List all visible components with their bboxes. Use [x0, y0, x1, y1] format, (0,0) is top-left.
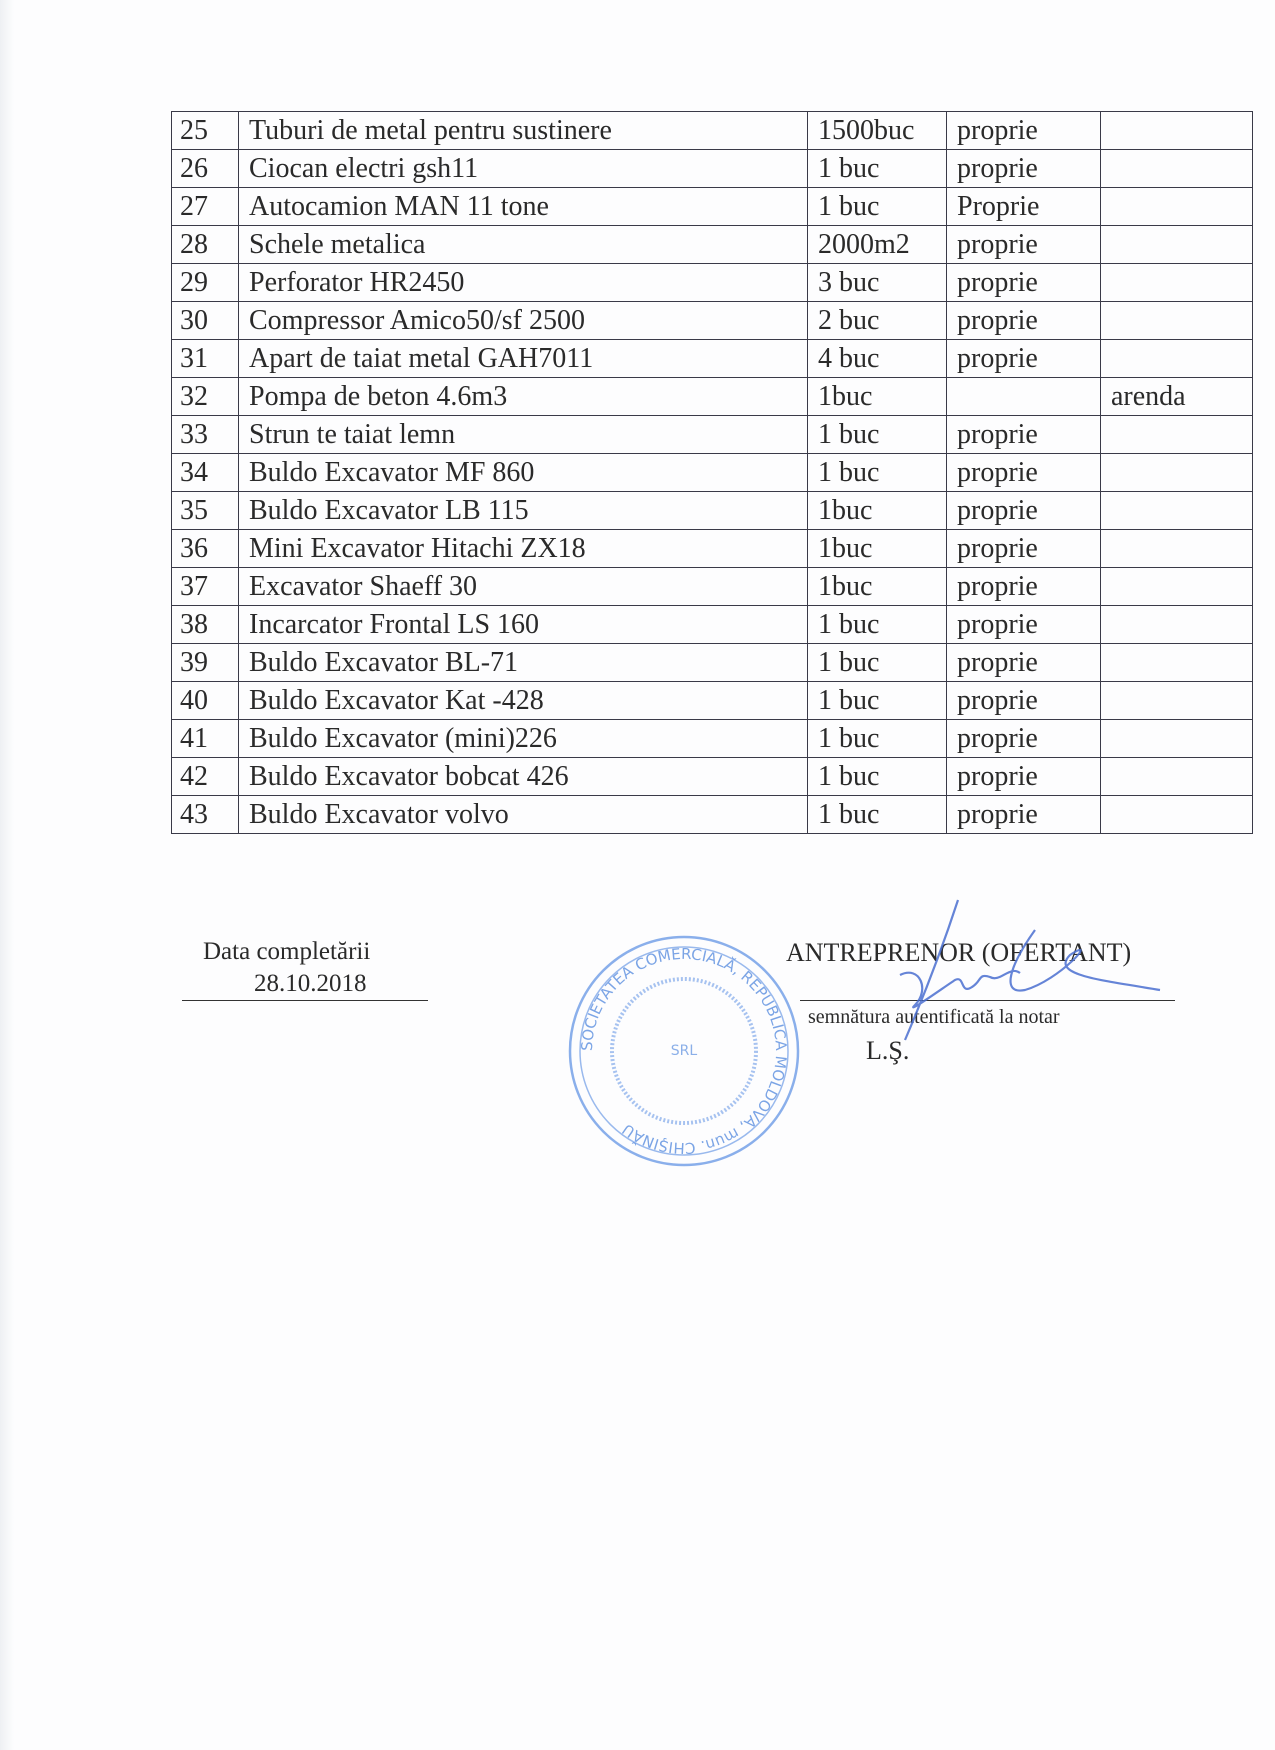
ownership-own: proprie: [947, 226, 1101, 264]
row-number: 40: [172, 682, 239, 720]
ownership-own: [947, 378, 1101, 416]
row-number: 35: [172, 492, 239, 530]
table-row: [172, 758, 1253, 796]
quantity: 1 buc: [808, 682, 947, 720]
row-number: 34: [172, 454, 239, 492]
ownership-own: proprie: [947, 264, 1101, 302]
quantity: 1500buc: [808, 112, 947, 150]
table-row: [172, 112, 1253, 150]
ownership-own: proprie: [947, 530, 1101, 568]
ownership-own: proprie: [947, 150, 1101, 188]
ownership-rent: [1101, 150, 1253, 188]
quantity: 1 buc: [808, 796, 947, 834]
ownership-own: proprie: [947, 796, 1101, 834]
ownership-own: proprie: [947, 682, 1101, 720]
equipment-name: Buldo Excavator BL-71: [239, 644, 808, 682]
row-number: 26: [172, 150, 239, 188]
ownership-rent: [1101, 340, 1253, 378]
equipment-name: Autocamion MAN 11 tone: [239, 188, 808, 226]
ownership-rent: [1101, 568, 1253, 606]
row-number: 30: [172, 302, 239, 340]
date-underline: [182, 1000, 428, 1001]
table-row: [172, 416, 1253, 454]
table-row: [172, 150, 1253, 188]
quantity: 1 buc: [808, 606, 947, 644]
quantity: 1buc: [808, 530, 947, 568]
seal-mark: L.Ş.: [866, 1036, 910, 1065]
quantity: 2000m2: [808, 226, 947, 264]
row-number: 38: [172, 606, 239, 644]
quantity: 1 buc: [808, 644, 947, 682]
ownership-own: proprie: [947, 454, 1101, 492]
date-value: 28.10.2018: [254, 970, 367, 997]
row-number: 27: [172, 188, 239, 226]
equipment-name: Pompa de beton 4.6m3: [239, 378, 808, 416]
quantity: 3 buc: [808, 264, 947, 302]
quantity: 1 buc: [808, 758, 947, 796]
equipment-name: Schele metalica: [239, 226, 808, 264]
ownership-rent: [1101, 112, 1253, 150]
equipment-name: Mini Excavator Hitachi ZX18: [239, 530, 808, 568]
ownership-own: proprie: [947, 644, 1101, 682]
table-row: [172, 492, 1253, 530]
equipment-name: Strun te taiat lemn: [239, 416, 808, 454]
ownership-own: Proprie: [947, 188, 1101, 226]
ownership-own: proprie: [947, 720, 1101, 758]
quantity: 1buc: [808, 492, 947, 530]
row-number: 41: [172, 720, 239, 758]
equipment-name: Tuburi de metal pentru sustinere: [239, 112, 808, 150]
company-stamp: [566, 933, 802, 1169]
row-number: 42: [172, 758, 239, 796]
table-row: [172, 264, 1253, 302]
ownership-rent: [1101, 264, 1253, 302]
equipment-name: Buldo Excavator bobcat 426: [239, 758, 808, 796]
ownership-own: proprie: [947, 112, 1101, 150]
equipment-name: Incarcator Frontal LS 160: [239, 606, 808, 644]
row-number: 29: [172, 264, 239, 302]
table-row: [172, 530, 1253, 568]
row-number: 43: [172, 796, 239, 834]
row-number: 28: [172, 226, 239, 264]
svg-text:SOCIETATEA COMERCIALĂ, REPUBLI: SOCIETATEA COMERCIALĂ, REPUBLICA MOLDOVA, mun. CHIŞINĂU: [577, 944, 791, 1158]
equipment-name: Buldo Excavator Kat -428: [239, 682, 808, 720]
row-number: 37: [172, 568, 239, 606]
contractor-label: ANTREPRENOR (OFERTANT): [786, 938, 1132, 967]
quantity: 4 buc: [808, 340, 947, 378]
ownership-rent: [1101, 530, 1253, 568]
table-row: [172, 796, 1253, 834]
table-row: [172, 226, 1253, 264]
quantity: 2 buc: [808, 302, 947, 340]
equipment-name: Perforator HR2450: [239, 264, 808, 302]
quantity: 1 buc: [808, 188, 947, 226]
quantity: 1 buc: [808, 416, 947, 454]
equipment-name: Ciocan electri gsh11: [239, 150, 808, 188]
scan-edge-shadow: [0, 0, 14, 1750]
ownership-own: proprie: [947, 302, 1101, 340]
ownership-rent: [1101, 796, 1253, 834]
ownership-rent: [1101, 302, 1253, 340]
ownership-rent: [1101, 188, 1253, 226]
row-number: 32: [172, 378, 239, 416]
row-number: 36: [172, 530, 239, 568]
ownership-rent: [1101, 644, 1253, 682]
ownership-own: proprie: [947, 492, 1101, 530]
table-row: [172, 454, 1253, 492]
equipment-name: Buldo Excavator MF 860: [239, 454, 808, 492]
ownership-rent: arenda: [1101, 378, 1253, 416]
row-number: 39: [172, 644, 239, 682]
equipment-table: [171, 111, 1253, 834]
ownership-own: proprie: [947, 416, 1101, 454]
equipment-name: Apart de taiat metal GAH7011: [239, 340, 808, 378]
ownership-rent: [1101, 226, 1253, 264]
ownership-rent: [1101, 682, 1253, 720]
ownership-rent: [1101, 720, 1253, 758]
date-label: Data completării: [203, 938, 371, 965]
table-row: [172, 606, 1253, 644]
table-row: [172, 720, 1253, 758]
ownership-own: proprie: [947, 568, 1101, 606]
equipment-name: Compressor Amico50/sf 2500: [239, 302, 808, 340]
ownership-own: proprie: [947, 340, 1101, 378]
svg-text:SRL: SRL: [670, 1043, 698, 1059]
equipment-name: Buldo Excavator LB 115: [239, 492, 808, 530]
ownership-rent: [1101, 492, 1253, 530]
table-row: [172, 188, 1253, 226]
table-row: [172, 340, 1253, 378]
ownership-rent: [1101, 758, 1253, 796]
quantity: 1 buc: [808, 720, 947, 758]
row-number: 33: [172, 416, 239, 454]
ownership-own: proprie: [947, 758, 1101, 796]
quantity: 1 buc: [808, 150, 947, 188]
ownership-own: proprie: [947, 606, 1101, 644]
signature-note: semnătura autentificată la notar: [808, 1006, 1060, 1028]
handwritten-signature: [860, 895, 1180, 1045]
table-row: [172, 682, 1253, 720]
ownership-rent: [1101, 416, 1253, 454]
table-row: [172, 302, 1253, 340]
equipment-name: Excavator Shaeff 30: [239, 568, 808, 606]
ownership-rent: [1101, 606, 1253, 644]
table-row: [172, 644, 1253, 682]
ownership-rent: [1101, 454, 1253, 492]
table-row: [172, 378, 1253, 416]
equipment-name: Buldo Excavator (mini)226: [239, 720, 808, 758]
quantity: 1buc: [808, 378, 947, 416]
row-number: 25: [172, 112, 239, 150]
equipment-name: Buldo Excavator volvo: [239, 796, 808, 834]
row-number: 31: [172, 340, 239, 378]
table-row: [172, 568, 1253, 606]
quantity: 1 buc: [808, 454, 947, 492]
quantity: 1buc: [808, 568, 947, 606]
